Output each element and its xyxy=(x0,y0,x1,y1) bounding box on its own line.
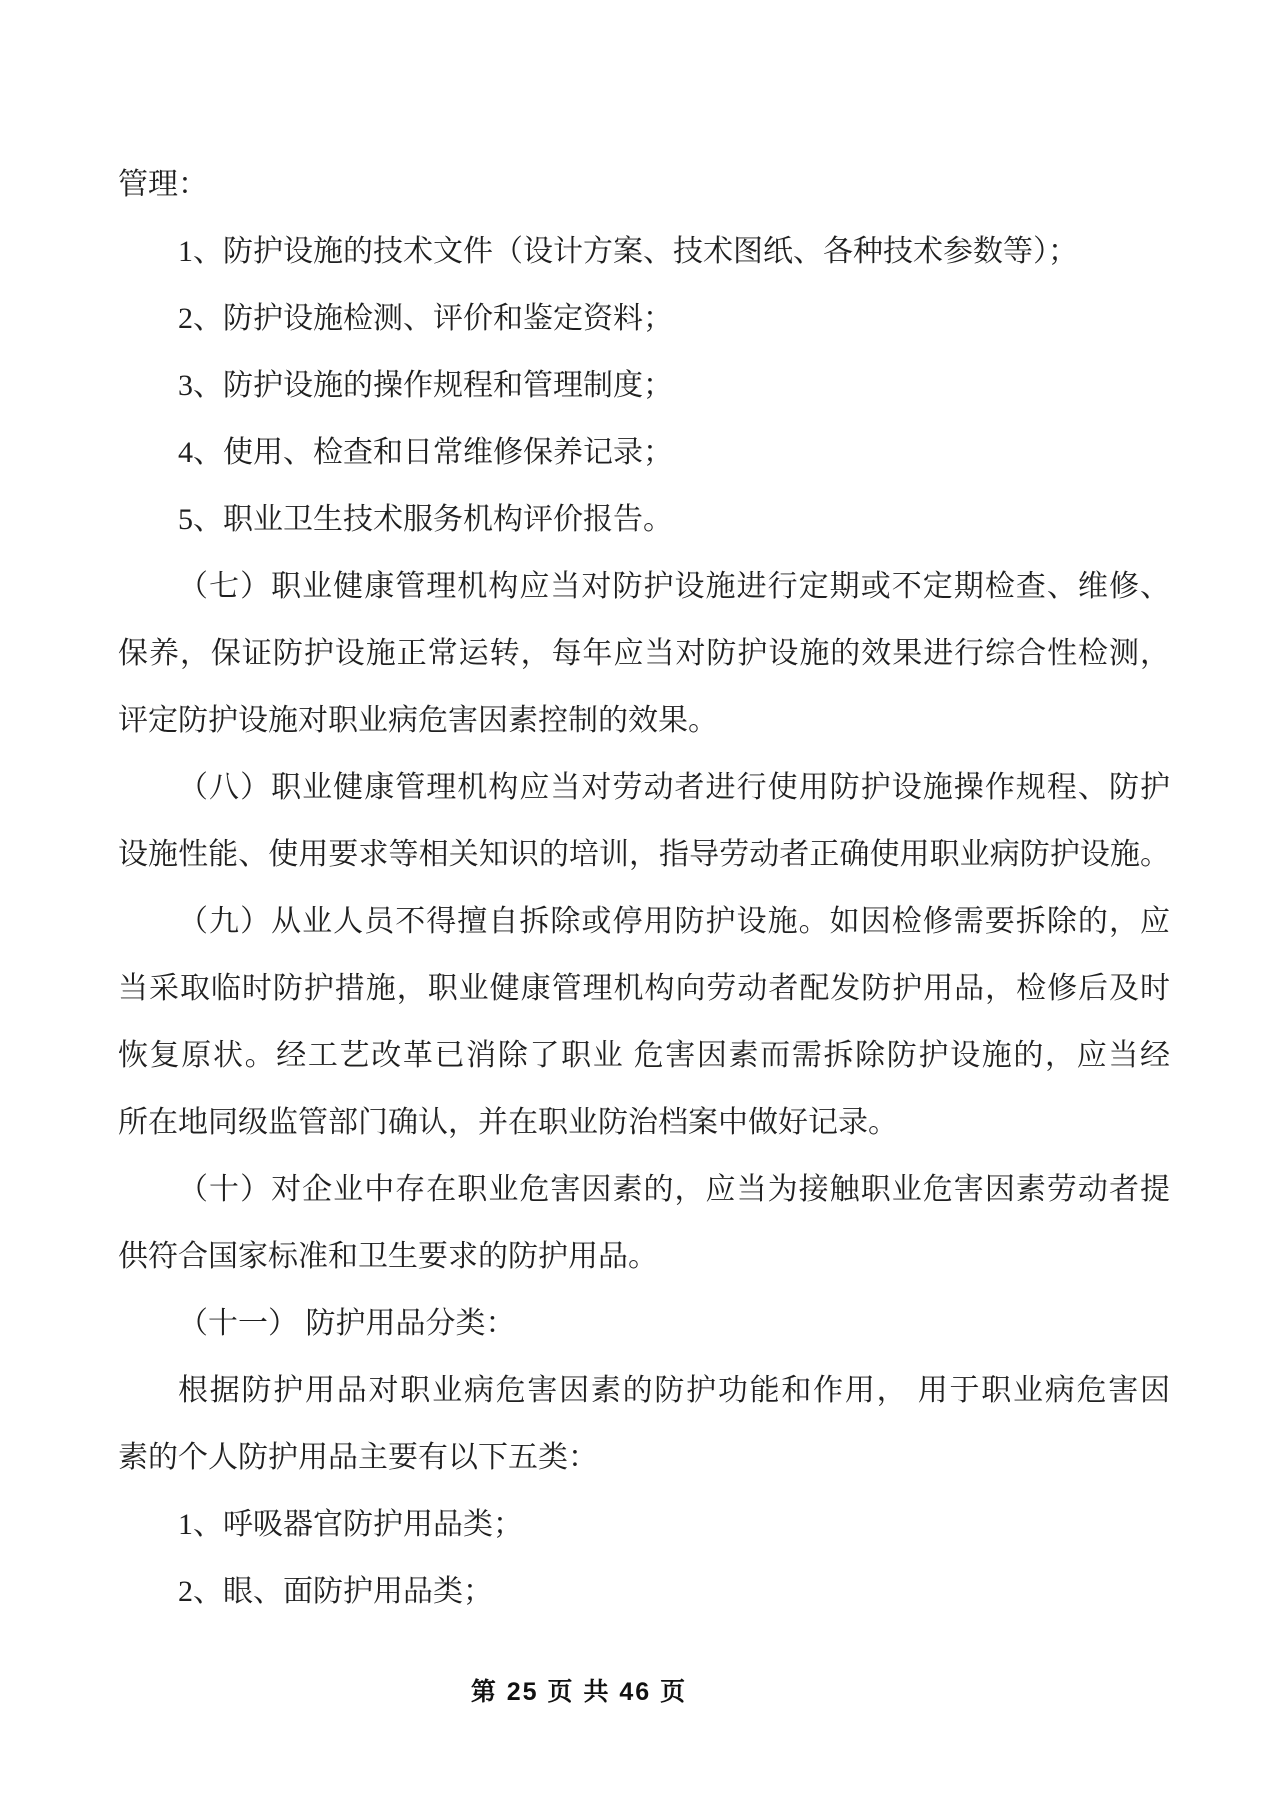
text-line: 保养，保证防护设施正常运转，每年应当对防护设施的效果进行综合性检测， xyxy=(118,637,1170,670)
text-line: 3、防护设施的操作规程和管理制度； xyxy=(178,369,673,402)
text-line: 所在地同级监管部门确认，并在职业防治档案中做好记录。 xyxy=(118,1106,898,1139)
document-body xyxy=(118,151,1170,1625)
text-line: （九）从业人员不得擅自拆除或停用防护设施。如因检修需要拆除的，应 xyxy=(178,905,1170,938)
text-line: （十）对企业中存在职业危害因素的，应当为接触职业危害因素劳动者提 xyxy=(178,1173,1170,1206)
page-footer xyxy=(0,1672,1158,1708)
text-line: 设施性能、使用要求等相关知识的培训，指导劳动者正确使用职业病防护设施。 xyxy=(118,838,1170,871)
page-number-text: 第 25 页 共 46 页 xyxy=(470,1678,688,1706)
text-line: 1、呼吸器官防护用品类； xyxy=(178,1508,523,1541)
text-line: 管理： xyxy=(118,168,208,201)
text-line: 恢复原状。经工艺改革已消除了职业 危害因素而需拆除防护设施的，应当经 xyxy=(118,1039,1170,1072)
text-line: 评定防护设施对职业病危害因素控制的效果。 xyxy=(118,704,718,737)
text-line: 供符合国家标准和卫生要求的防护用品。 xyxy=(118,1240,658,1273)
text-line: （十一） 防护用品分类： xyxy=(178,1307,516,1340)
text-line: 素的个人防护用品主要有以下五类： xyxy=(118,1441,598,1474)
text-line: （七）职业健康管理机构应当对防护设施进行定期或不定期检查、维修、 xyxy=(178,570,1170,603)
text-line: （八）职业健康管理机构应当对劳动者进行使用防护设施操作规程、防护 xyxy=(178,771,1170,804)
text-line: 当采取临时防护措施，职业健康管理机构向劳动者配发防护用品，检修后及时 xyxy=(118,972,1170,1005)
text-line: 2、防护设施检测、评价和鉴定资料； xyxy=(178,302,673,335)
text-line: 2、眼、面防护用品类； xyxy=(178,1575,493,1608)
text-line: 根据防护用品对职业病危害因素的防护功能和作用， 用于职业病危害因 xyxy=(178,1374,1170,1407)
text-line: 5、职业卫生技术服务机构评价报告。 xyxy=(178,503,673,536)
text-line: 4、使用、检查和日常维修保养记录； xyxy=(178,436,673,469)
text-line: 1、防护设施的技术文件（设计方案、技术图纸、各种技术参数等）； xyxy=(178,235,1078,268)
